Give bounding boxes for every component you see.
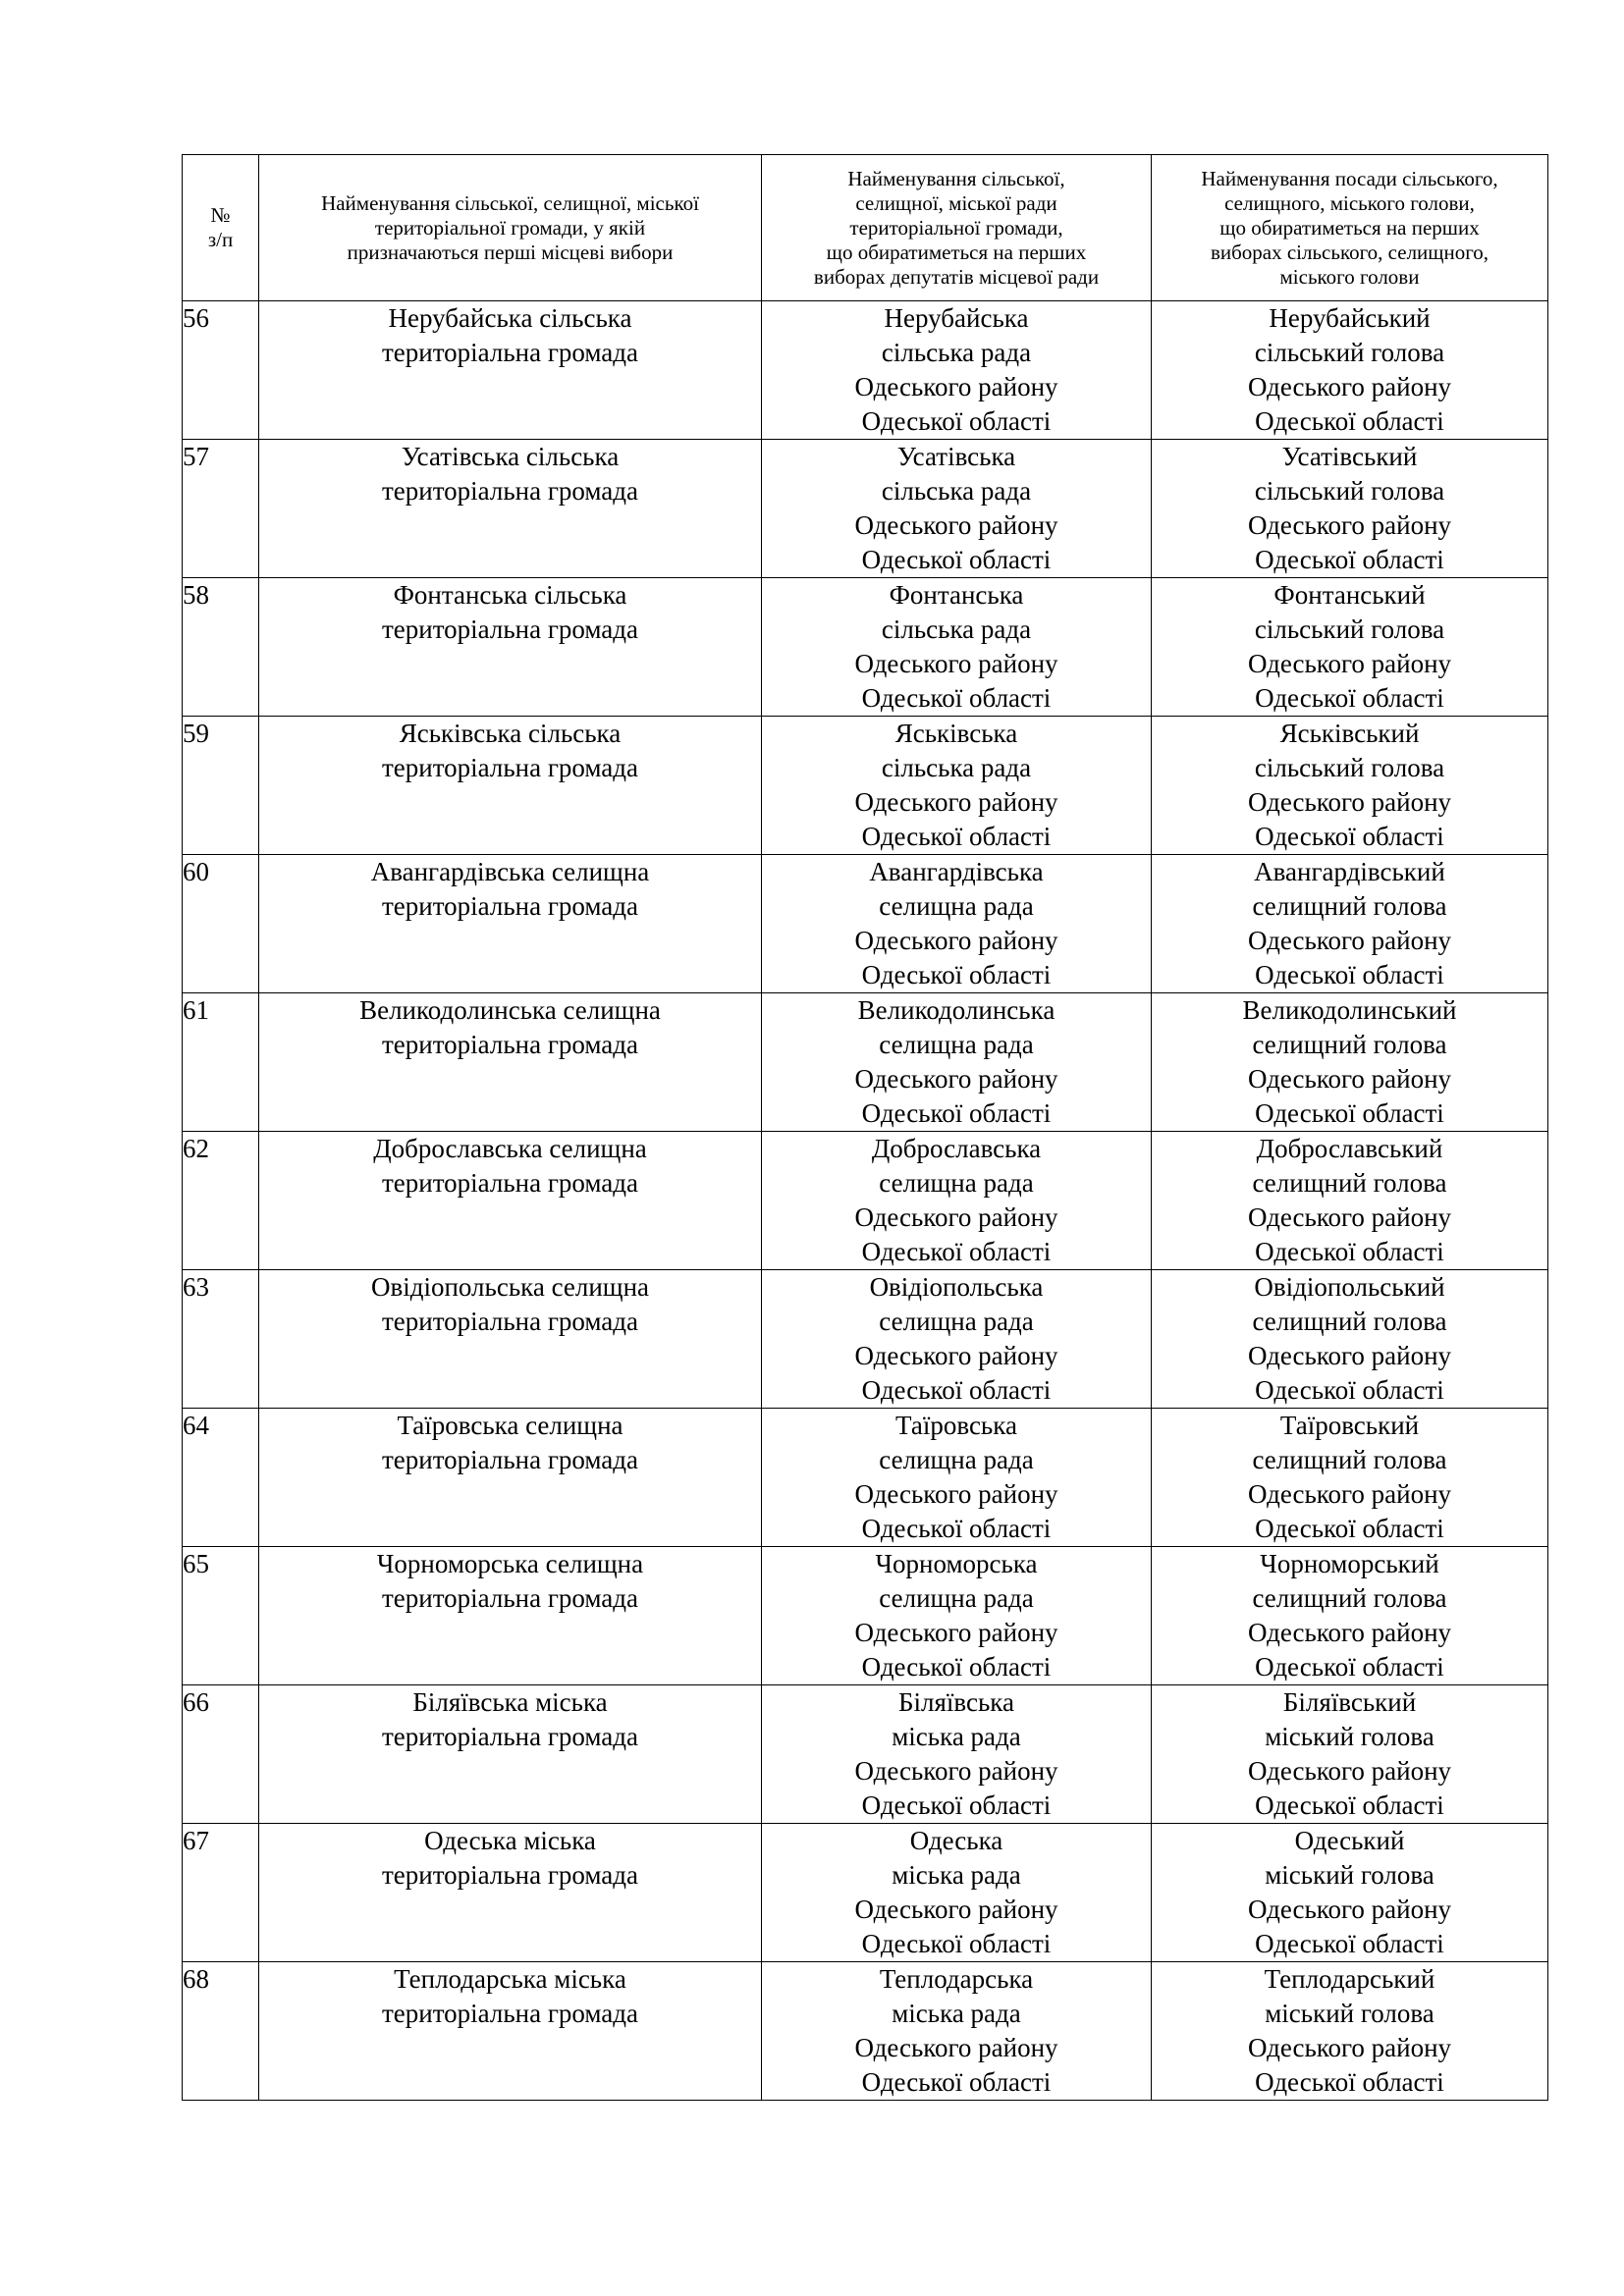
community-name-line: Великодолинська селищна xyxy=(359,995,661,1025)
head-title-line: міський голова xyxy=(1265,1999,1435,2028)
header-number-line: № xyxy=(210,203,231,227)
council-name-line: Одеського району xyxy=(854,926,1058,955)
head-title-line: Усатівський xyxy=(1281,442,1418,471)
community-name-line: територіальна громада xyxy=(381,338,639,367)
head-title-line: Одеського району xyxy=(1247,1341,1452,1370)
council-name-line: сільська рада xyxy=(881,753,1032,782)
table-row xyxy=(183,993,1548,1132)
community-name-cell xyxy=(259,1132,762,1270)
header-head-line: селищного, міського голови, xyxy=(1224,190,1475,215)
council-name-line: сільська рада xyxy=(881,338,1032,367)
community-name-cell xyxy=(259,717,762,855)
community-name-line: територіальна громада xyxy=(381,476,639,506)
council-name-cell xyxy=(762,440,1152,578)
council-name-line: Одеської області xyxy=(861,960,1052,989)
table-row xyxy=(183,1824,1548,1962)
community-name-line: Чорноморська селищна xyxy=(376,1549,644,1578)
council-name-line: Одеської області xyxy=(861,1790,1052,1820)
community-name-line: територіальна громада xyxy=(381,1445,639,1474)
head-title-line: міський голова xyxy=(1265,1860,1435,1890)
community-name-cell xyxy=(259,1409,762,1547)
head-title-line: Доброславський xyxy=(1256,1134,1443,1163)
council-name-cell xyxy=(762,1824,1152,1962)
council-name-line: Одеського району xyxy=(854,1756,1058,1786)
header-council-line: селищної, міської ради xyxy=(855,190,1057,215)
council-name-line: Авангардівська xyxy=(869,857,1044,886)
community-name-line: територіальна громада xyxy=(381,1307,639,1336)
head-title-line: сільський голова xyxy=(1254,614,1445,644)
header-council xyxy=(762,155,1152,301)
head-title-line: Одеської області xyxy=(1255,1098,1444,1128)
head-title-line: Чорноморський xyxy=(1260,1549,1439,1578)
community-name-line: Теплодарська міська xyxy=(394,1964,626,1994)
head-title-line: селищний голова xyxy=(1252,1307,1447,1336)
head-title-line: Одеської області xyxy=(1255,683,1444,713)
council-name-line: селищна рада xyxy=(879,1583,1034,1613)
row-number: 68 xyxy=(183,1962,259,2101)
head-title-line: Одеської області xyxy=(1255,545,1444,574)
table-row xyxy=(183,578,1548,717)
head-title-line: Одеського району xyxy=(1247,510,1452,540)
head-title-line: Одеської області xyxy=(1255,1652,1444,1682)
council-name-line: селищна рада xyxy=(879,1307,1034,1336)
head-title-line: селищний голова xyxy=(1252,1583,1447,1613)
community-name-line: Авангардівська селищна xyxy=(370,857,650,886)
head-title-cell xyxy=(1152,1824,1548,1962)
head-title-line: міський голова xyxy=(1265,1722,1435,1751)
community-name-cell xyxy=(259,1547,762,1685)
head-title-line: Біляївський xyxy=(1282,1687,1417,1717)
head-title-line: Теплодарський xyxy=(1264,1964,1435,1994)
council-name-line: Усатівська xyxy=(896,442,1016,471)
table-row xyxy=(183,1270,1548,1409)
council-name-line: Одеського району xyxy=(854,649,1058,678)
head-title-line: Одеської області xyxy=(1255,1790,1444,1820)
row-number: 65 xyxy=(183,1547,259,1685)
head-title-line: Нерубайський xyxy=(1269,303,1431,333)
head-title-line: Яськівський xyxy=(1279,719,1420,748)
council-name-cell xyxy=(762,301,1152,440)
head-title-line: Авангардівський xyxy=(1254,857,1445,886)
council-name-cell xyxy=(762,578,1152,717)
community-name-line: Яськівська сільська xyxy=(399,719,622,748)
council-name-line: Одеського району xyxy=(854,2033,1058,2062)
row-number: 61 xyxy=(183,993,259,1132)
head-title-cell xyxy=(1152,993,1548,1132)
community-name-line: територіальна громада xyxy=(381,1999,639,2028)
head-title-line: Одеського району xyxy=(1247,787,1452,817)
row-number: 59 xyxy=(183,717,259,855)
head-title-line: Одеського району xyxy=(1247,1202,1452,1232)
row-number: 62 xyxy=(183,1132,259,1270)
council-name-cell xyxy=(762,1270,1152,1409)
header-head xyxy=(1152,155,1548,301)
head-title-cell xyxy=(1152,855,1548,993)
community-name-line: територіальна громада xyxy=(381,1168,639,1198)
row-number: 63 xyxy=(183,1270,259,1409)
header-number-line: з/п xyxy=(207,228,234,251)
community-name-cell xyxy=(259,1824,762,1962)
council-name-line: Одеського району xyxy=(854,1618,1058,1647)
head-title-cell xyxy=(1152,1685,1548,1824)
council-name-line: Одеського району xyxy=(854,372,1058,401)
council-name-line: Яськівська xyxy=(894,719,1018,748)
council-name-line: міська рада xyxy=(892,1999,1021,2028)
head-title-line: селищний голова xyxy=(1252,1445,1447,1474)
council-name-line: селищна рада xyxy=(879,1445,1034,1474)
council-name-line: Одеської області xyxy=(861,1098,1052,1128)
community-name-line: Доброславська селищна xyxy=(373,1134,647,1163)
community-name-line: Овідіопольська селищна xyxy=(370,1272,650,1302)
head-title-line: Одеського району xyxy=(1247,1479,1452,1509)
council-name-line: Чорноморська xyxy=(875,1549,1038,1578)
head-title-line: селищний голова xyxy=(1252,891,1447,921)
council-name-line: селищна рада xyxy=(879,891,1034,921)
head-title-line: сільський голова xyxy=(1254,753,1445,782)
council-name-line: Одеського району xyxy=(854,787,1058,817)
council-name-line: Теплодарська xyxy=(879,1964,1034,1994)
council-name-line: Одеської області xyxy=(861,2067,1052,2097)
row-number: 56 xyxy=(183,301,259,440)
head-title-line: Одеського району xyxy=(1247,1756,1452,1786)
head-title-line: Одеського району xyxy=(1247,2033,1452,2062)
council-name-cell xyxy=(762,1685,1152,1824)
row-number: 64 xyxy=(183,1409,259,1547)
header-head-line: міського голови xyxy=(1279,264,1420,289)
council-name-line: Одеської області xyxy=(861,1652,1052,1682)
council-name-cell xyxy=(762,1547,1152,1685)
council-name-line: Одеського району xyxy=(854,510,1058,540)
council-name-line: Доброславська xyxy=(871,1134,1042,1163)
head-title-cell xyxy=(1152,717,1548,855)
community-name-line: Усатівська сільська xyxy=(401,442,620,471)
header-head-line: Найменування посади сільського, xyxy=(1201,166,1498,190)
table-row xyxy=(183,1962,1548,2101)
council-name-cell xyxy=(762,717,1152,855)
council-name-cell xyxy=(762,993,1152,1132)
table-row xyxy=(183,301,1548,440)
council-name-line: Одеського району xyxy=(854,1064,1058,1094)
header-head-line: що обиратиметься на перших xyxy=(1219,215,1480,240)
council-name-cell xyxy=(762,855,1152,993)
table-row xyxy=(183,1547,1548,1685)
head-title-line: Одеського району xyxy=(1247,649,1452,678)
head-title-line: Одеської області xyxy=(1255,1514,1444,1543)
head-title-line: Одеської області xyxy=(1255,406,1444,436)
community-name-line: територіальна громада xyxy=(381,1722,639,1751)
council-name-line: Одеської області xyxy=(861,1237,1052,1266)
council-name-line: Одеського району xyxy=(854,1895,1058,1924)
head-title-line: Одеський xyxy=(1294,1826,1405,1855)
head-title-line: сільський голова xyxy=(1254,338,1445,367)
head-title-cell xyxy=(1152,440,1548,578)
head-title-line: Таїровський xyxy=(1279,1411,1420,1440)
community-name-line: територіальна громада xyxy=(381,614,639,644)
community-name-line: територіальна громада xyxy=(381,1583,639,1613)
community-name-cell xyxy=(259,993,762,1132)
community-name-line: територіальна громада xyxy=(381,753,639,782)
council-name-line: Одеської області xyxy=(861,1375,1052,1405)
council-name-line: міська рада xyxy=(892,1722,1021,1751)
head-title-cell xyxy=(1152,1409,1548,1547)
head-title-cell xyxy=(1152,301,1548,440)
community-name-cell xyxy=(259,1685,762,1824)
head-title-line: Одеського району xyxy=(1247,1064,1452,1094)
table-row xyxy=(183,855,1548,993)
head-title-cell xyxy=(1152,1132,1548,1270)
council-name-line: Одеського району xyxy=(854,1202,1058,1232)
community-name-cell xyxy=(259,301,762,440)
head-title-line: Одеської області xyxy=(1255,1375,1444,1405)
head-title-line: селищний голова xyxy=(1252,1030,1447,1059)
header-head-line: виборах сільського, селищного, xyxy=(1210,240,1489,264)
table-row xyxy=(183,1132,1548,1270)
head-title-cell xyxy=(1152,1962,1548,2101)
council-name-line: Одеської області xyxy=(861,406,1052,436)
head-title-line: селищний голова xyxy=(1252,1168,1447,1198)
council-name-line: сільська рада xyxy=(881,476,1032,506)
header-community-line: призначаються перші місцеві вибори xyxy=(347,240,674,264)
community-name-cell xyxy=(259,1962,762,2101)
row-number: 57 xyxy=(183,440,259,578)
community-name-cell xyxy=(259,1270,762,1409)
head-title-line: Одеського району xyxy=(1247,372,1452,401)
council-name-line: Одеської області xyxy=(861,822,1052,851)
header-council-line: що обиратиметься на перших xyxy=(826,240,1087,264)
row-number: 67 xyxy=(183,1824,259,1962)
council-name-line: Одеської області xyxy=(861,1929,1052,1958)
council-name-line: Біляївська xyxy=(898,1687,1014,1717)
table-body xyxy=(183,301,1548,2101)
community-name-line: територіальна громада xyxy=(381,1030,639,1059)
head-title-line: Одеського району xyxy=(1247,1618,1452,1647)
council-name-line: Одеська xyxy=(909,1826,1003,1855)
head-title-line: Одеської області xyxy=(1255,1237,1444,1266)
head-title-cell xyxy=(1152,578,1548,717)
council-name-cell xyxy=(762,1962,1152,2101)
header-council-line: виборах депутатів місцевої ради xyxy=(813,264,1100,289)
head-title-line: Одеської області xyxy=(1255,2067,1444,2097)
head-title-line: Одеської області xyxy=(1255,960,1444,989)
community-name-cell xyxy=(259,440,762,578)
row-number: 58 xyxy=(183,578,259,717)
community-name-line: Біляївська міська xyxy=(412,1687,608,1717)
council-name-line: Фонтанська xyxy=(889,580,1024,610)
header-council-line: Найменування сільської, xyxy=(847,166,1065,190)
header-number xyxy=(183,155,259,301)
council-name-line: селищна рада xyxy=(879,1168,1034,1198)
head-title-line: Овідіопольський xyxy=(1254,1272,1445,1302)
header-community-line: Найменування сільської, селищної, міської xyxy=(321,190,699,215)
community-name-line: Одеська міська xyxy=(424,1826,596,1855)
header-row xyxy=(183,155,1548,301)
community-name-cell xyxy=(259,578,762,717)
table-row xyxy=(183,1685,1548,1824)
header-council-line: територіальної громади, xyxy=(849,215,1063,240)
table-row xyxy=(183,1409,1548,1547)
community-name-line: Нерубайська сільська xyxy=(388,303,632,333)
council-name-line: Одеської області xyxy=(861,1514,1052,1543)
row-number: 60 xyxy=(183,855,259,993)
council-name-line: Одеського району xyxy=(854,1479,1058,1509)
head-title-cell xyxy=(1152,1547,1548,1685)
head-title-line: Великодолинський xyxy=(1242,995,1457,1025)
council-name-cell xyxy=(762,1409,1152,1547)
community-name-line: Фонтанська сільська xyxy=(393,580,627,610)
council-name-line: Нерубайська xyxy=(884,303,1029,333)
council-name-line: сільська рада xyxy=(881,614,1032,644)
council-name-line: міська рада xyxy=(892,1860,1021,1890)
council-name-cell xyxy=(762,1132,1152,1270)
head-title-line: Фонтанський xyxy=(1273,580,1426,610)
community-name-line: територіальна громада xyxy=(381,891,639,921)
head-title-line: Одеського району xyxy=(1247,1895,1452,1924)
community-name-line: Таїровська селищна xyxy=(397,1411,623,1440)
table-row xyxy=(183,717,1548,855)
community-name-cell xyxy=(259,855,762,993)
header-community xyxy=(259,155,762,301)
table-row xyxy=(183,440,1548,578)
council-name-line: селищна рада xyxy=(879,1030,1034,1059)
header-community-line: територіальної громади, у якій xyxy=(374,215,646,240)
community-name-line: територіальна громада xyxy=(381,1860,639,1890)
row-number: 66 xyxy=(183,1685,259,1824)
council-name-line: Одеської області xyxy=(861,545,1052,574)
council-name-line: Одеської області xyxy=(861,683,1052,713)
head-title-cell xyxy=(1152,1270,1548,1409)
elections-table xyxy=(182,154,1548,2101)
table-header xyxy=(183,155,1548,301)
head-title-line: Одеського району xyxy=(1247,926,1452,955)
head-title-line: сільський голова xyxy=(1254,476,1445,506)
council-name-line: Одеського району xyxy=(854,1341,1058,1370)
head-title-line: Одеської області xyxy=(1255,1929,1444,1958)
council-name-line: Овідіопольська xyxy=(869,1272,1044,1302)
council-name-line: Таїровська xyxy=(895,1411,1017,1440)
head-title-line: Одеської області xyxy=(1255,822,1444,851)
council-name-line: Великодолинська xyxy=(857,995,1056,1025)
